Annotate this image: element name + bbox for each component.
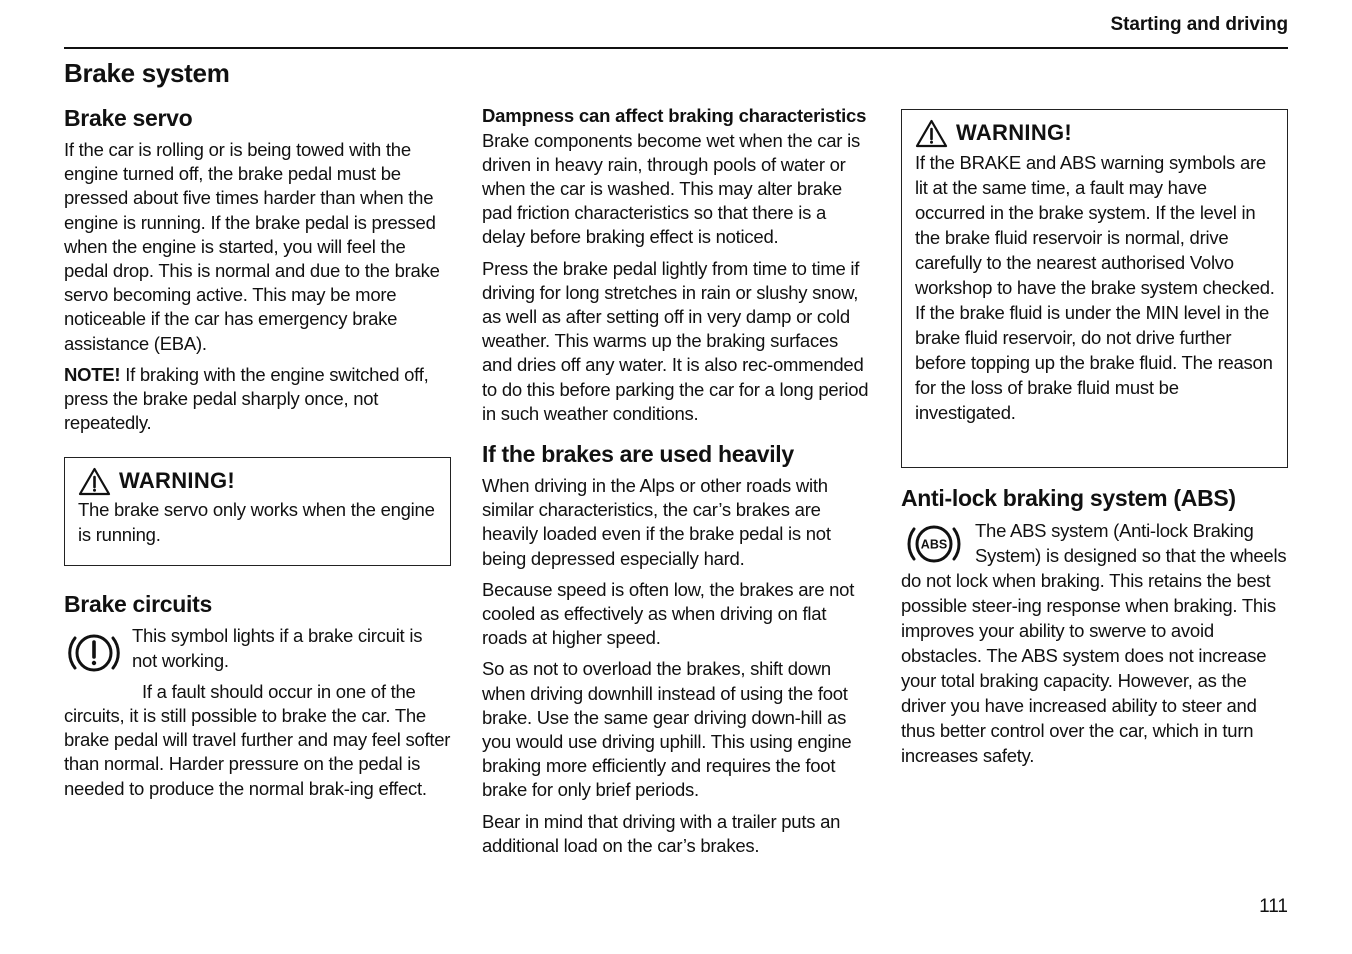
column-left: [64, 100, 451, 808]
column-middle: [482, 104, 872, 865]
heavy-brakes-para-1: When driving in the Alps or other roads with similar characteristics, the car’s brakes are heavily loaded even if the brake pedal is not being depressed especially hard.: [482, 474, 831, 569]
heavy-brakes-para-4: Bear in mind that driving with a trailer puts an additional load on the car’s brakes.: [482, 810, 841, 856]
brake-abs-warning-para-2: If the brake fluid is under the MIN level in the brake fluid reservoir, do not drive further before topping up the brake fluid. The reason for the loss of brake fluid must be investigated.: [915, 302, 1273, 423]
brake-circuits-heading: Brake circuits: [64, 591, 212, 618]
brake-servo-body: If the car is rolling or is being towed with the engine turned off, the brake pedal must be pressed about five times harder than when the engine is running. If the brake pedal is pressed when the engine is started, you will feel the pedal drop. This is normal and due to the brake servo becoming active. This may be more noticeable if the car has emergency brake assistance (EBA).: [64, 139, 440, 354]
brake-circuit-symbol-text: This symbol lights if a brake circuit is not working.: [132, 625, 423, 671]
heavy-brakes-para-3: So as not to overload the brakes, shift down when driving downhill instead of using the foot brake. Use the same gear driving down-hill as you would use driving uphill. This using engine braking more efficiently and requires the foot brake for only brief periods.: [482, 658, 852, 801]
warning-triangle-icon: [78, 467, 111, 496]
heavy-brakes-heading: If the brakes are used heavily: [482, 440, 794, 467]
abs-heading: Anti-lock braking system (ABS): [901, 485, 1236, 511]
warning-title: [78, 466, 438, 496]
brake-circuit-symbol-block: [64, 624, 451, 800]
abs-body: The ABS system (Anti-lock Braking System) is designed so that the wheels do not lock when braking. This retains the best possible steer-ing response when braking. This improves your ability to swerve to avoid obstacles. The ABS system does not increase your total braking capacity. However, as the driver you have increased ability to steer and thus better control over the car, which in turn increases safety.: [901, 520, 1287, 766]
page-title: Brake system: [64, 58, 230, 88]
warning-label: WARNING!: [119, 468, 236, 494]
dampness-para-2: Press the brake pedal lightly from time to time if driving for long stretches in rain or slushy snow, as well as after setting off in very damp or cold weather. This warms up the braking surfaces and dries off any water. It is also rec-ommended to do this before parking the car for a long period in such weather conditions.: [482, 257, 869, 424]
servo-warning-text: The brake servo only works when the engine is running.: [78, 499, 435, 545]
heavy-brakes-para-2: Because speed is often low, the brakes are not cooled as effectively as when driving on flat roads at higher speed.: [482, 578, 855, 649]
header-rule: [64, 47, 1288, 49]
dampness-para-1: Brake components become wet when the car is driven in heavy rain, through pools of water or when the car is washed. This may alter brake pad friction characteristics so that there is a delay before braking effect is noticed.: [482, 129, 860, 248]
abs-symbol-block: [901, 518, 1288, 768]
section-header: Starting and driving: [1110, 14, 1288, 35]
page-number: 111: [1259, 896, 1288, 917]
warning-triangle-icon: [915, 119, 948, 148]
column-right: [901, 109, 1288, 775]
brake-abs-warning-para-1: If the BRAKE and ABS warning symbols are lit at the same time, a fault may have occurred in the brake system. If the level in the brake fluid reservoir is normal, drive carefully to the nearest authorised Volvo workshop to have the brake system checked.: [915, 152, 1275, 298]
note-label: NOTE!: [64, 363, 121, 385]
warning-label: WARNING!: [956, 120, 1073, 145]
brake-servo-note: [64, 363, 451, 436]
warning-title: [915, 118, 1275, 148]
brake-circuits-body: If a fault should occur in one of the circuits, it is still possible to brake the car. The brake pedal will travel further and may feel softer than normal. Harder pressure on the pedal is needed to produce the normal brak-ing effect.: [64, 680, 451, 799]
brake-servo-heading: Brake servo: [64, 105, 193, 131]
dampness-heading: Dampness can affect braking characteristics: [482, 105, 867, 126]
abs-warning-icon: [905, 520, 963, 568]
brake-warning-icon: [66, 630, 122, 676]
svg-text:ABS: ABS: [920, 537, 948, 552]
servo-warning-box: [64, 457, 451, 566]
note-text: If braking with the engine switched off, press the brake pedal sharply once, not repeatedly.: [64, 363, 429, 434]
brake-abs-warning-box: [901, 109, 1288, 468]
